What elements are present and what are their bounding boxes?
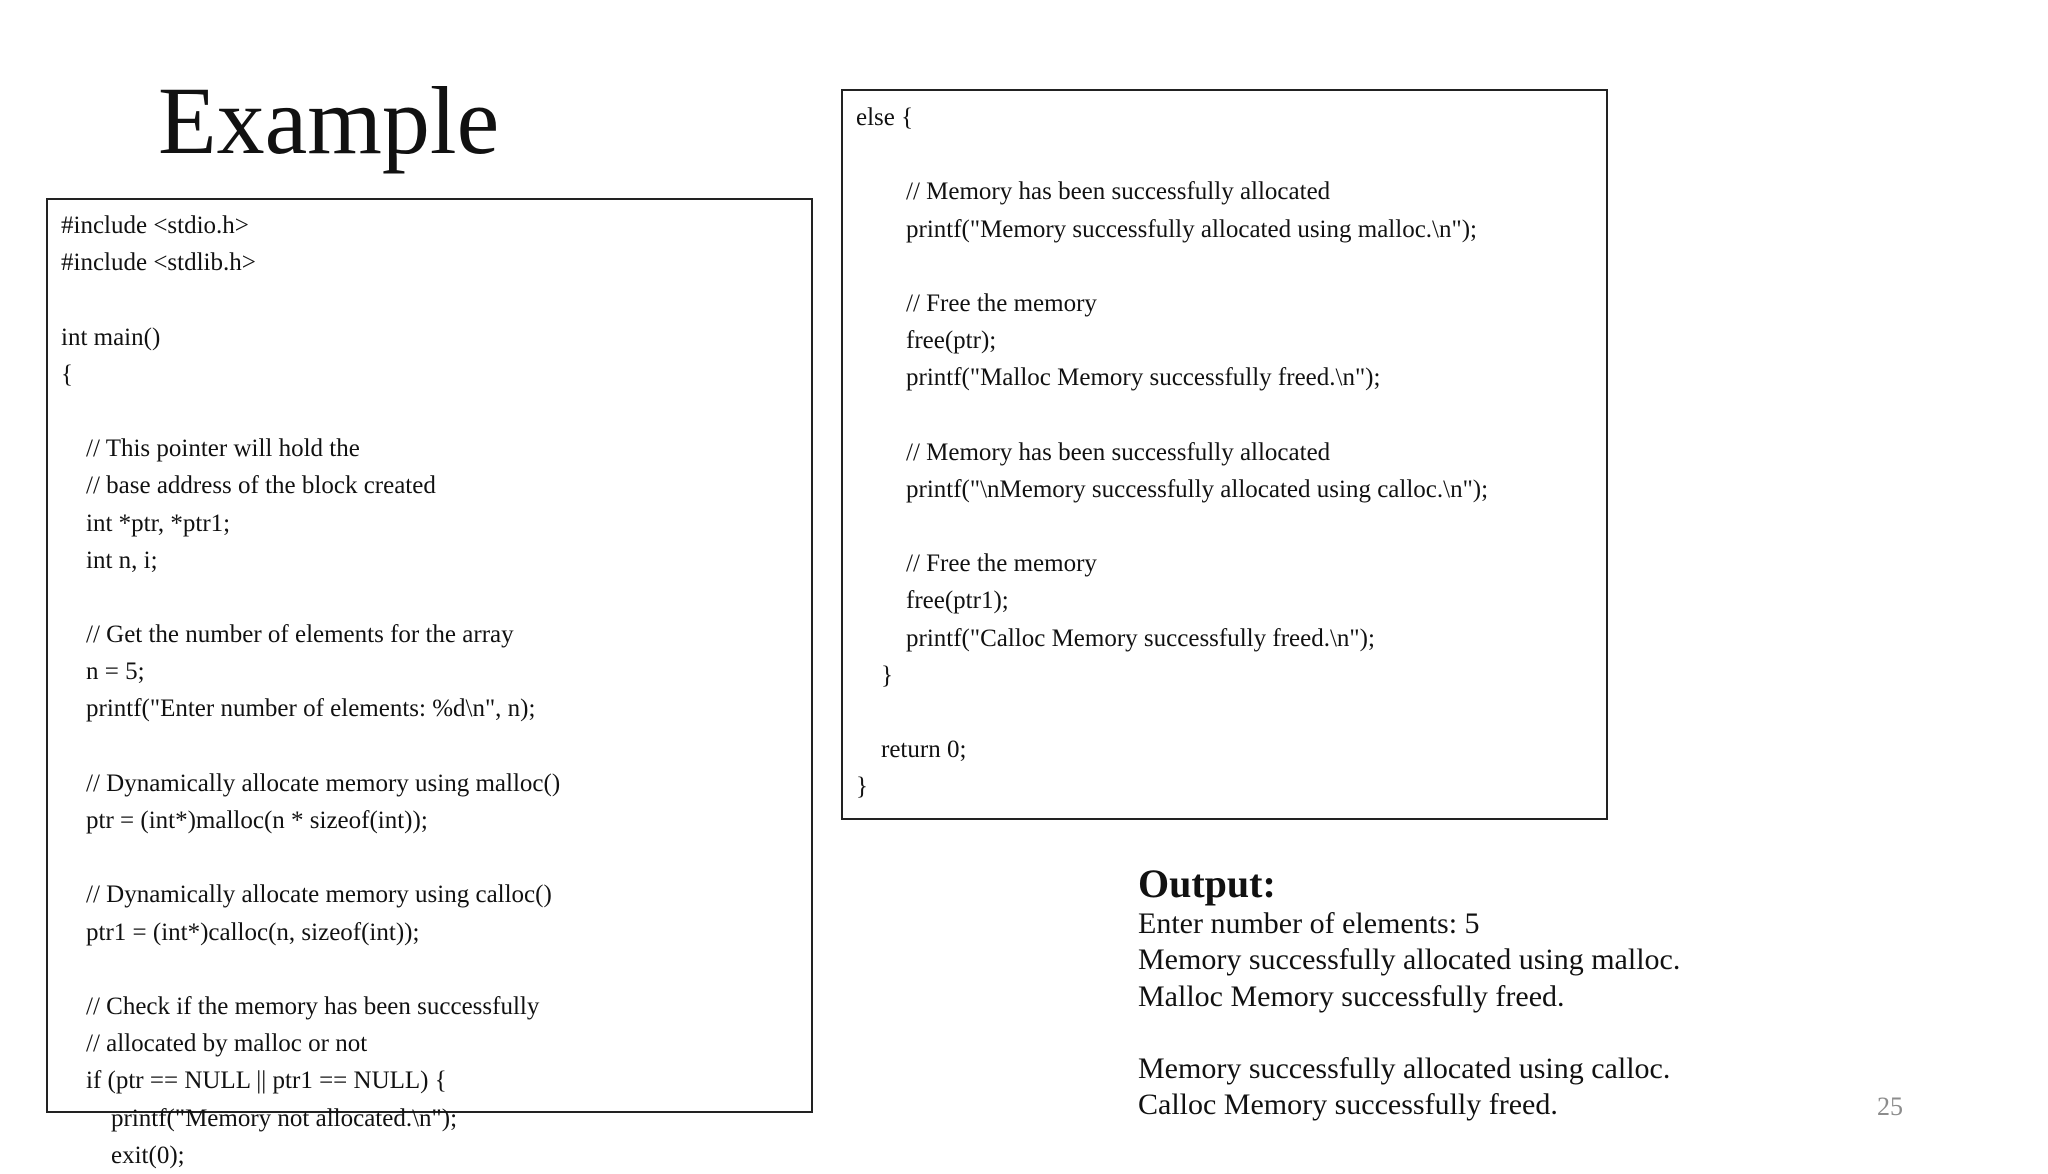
code-listing-left bbox=[61, 207, 560, 1174]
code-line: // Dynamically allocate memory using calloc() bbox=[61, 881, 552, 909]
code-line: } bbox=[856, 773, 868, 801]
code-line: // Memory has been successfully allocated bbox=[856, 438, 1331, 466]
code-line: printf("Enter number of elements: %d\n", n); bbox=[61, 695, 536, 723]
code-line: // This pointer will hold the bbox=[61, 435, 360, 463]
code-line: int main() bbox=[61, 323, 161, 351]
code-line bbox=[61, 579, 560, 616]
code-line: exit(0); bbox=[61, 1141, 185, 1169]
output-line: Memory successfully allocated using calloc. bbox=[1138, 1052, 1671, 1086]
code-line: // Get the number of elements for the array bbox=[61, 621, 514, 649]
code-line: else { bbox=[856, 104, 914, 131]
output-line: Enter number of elements: 5 bbox=[1138, 907, 1480, 940]
code-line: int *ptr, *ptr1; bbox=[61, 509, 231, 537]
code-line: #include <stdlib.h> bbox=[61, 249, 256, 277]
output-line bbox=[1138, 1015, 1680, 1051]
output-line: Malloc Memory successfully freed. bbox=[1138, 979, 1565, 1013]
code-line: // Free the memory bbox=[856, 550, 1097, 578]
code-line: printf("\nMemory successfully allocated using calloc.\n"); bbox=[856, 475, 1489, 503]
code-line: printf("Malloc Memory successfully freed.\n"); bbox=[856, 364, 1381, 392]
code-line: n = 5; bbox=[61, 658, 145, 686]
code-line bbox=[856, 694, 1488, 731]
code-line bbox=[856, 508, 1488, 545]
code-line: printf("Memory not allocated.\n"); bbox=[61, 1104, 458, 1132]
code-line: // Dynamically allocate memory using malloc() bbox=[61, 769, 561, 797]
output-heading: Output: bbox=[1138, 861, 1276, 906]
code-line bbox=[61, 393, 560, 430]
code-line: // allocated by malloc or not bbox=[61, 1030, 368, 1058]
code-line: ptr1 = (int*)calloc(n, sizeof(int)); bbox=[61, 918, 420, 946]
code-line bbox=[61, 839, 560, 876]
code-line bbox=[856, 136, 1488, 173]
code-line: printf("Memory successfully allocated using malloc.\n"); bbox=[856, 215, 1477, 243]
code-line bbox=[61, 951, 560, 988]
code-line bbox=[61, 281, 560, 318]
code-line: int n, i; bbox=[61, 546, 158, 574]
code-line: if (ptr == NULL || ptr1 == NULL) { bbox=[61, 1067, 447, 1095]
slide-title: Example bbox=[158, 67, 500, 174]
code-line: // base address of the block created bbox=[61, 472, 436, 500]
output-lines bbox=[1138, 906, 1680, 1124]
code-line bbox=[856, 397, 1488, 434]
code-line: // Check if the memory has been successfully bbox=[61, 992, 540, 1020]
code-line: printf("Calloc Memory successfully freed.\n"); bbox=[856, 624, 1375, 652]
output-line: Calloc Memory successfully freed. bbox=[1138, 1088, 1558, 1122]
code-line: return 0; bbox=[856, 736, 967, 764]
code-listing-right bbox=[856, 99, 1488, 806]
output-section bbox=[1138, 862, 1680, 1124]
code-line: free(ptr); bbox=[856, 327, 997, 355]
code-line: { bbox=[61, 360, 73, 388]
code-line: ptr = (int*)malloc(n * sizeof(int)); bbox=[61, 807, 428, 834]
code-line: #include <stdio.h> bbox=[61, 212, 249, 239]
code-line: free(ptr1); bbox=[856, 587, 1009, 615]
page-number: 25 bbox=[1877, 1092, 1903, 1121]
output-line: Memory successfully allocated using malloc. bbox=[1138, 943, 1681, 977]
code-line bbox=[61, 728, 560, 765]
code-line: // Free the memory bbox=[856, 289, 1097, 317]
code-line: // Memory has been successfully allocated bbox=[856, 178, 1331, 206]
code-line: } bbox=[856, 661, 893, 689]
code-line bbox=[856, 248, 1488, 285]
